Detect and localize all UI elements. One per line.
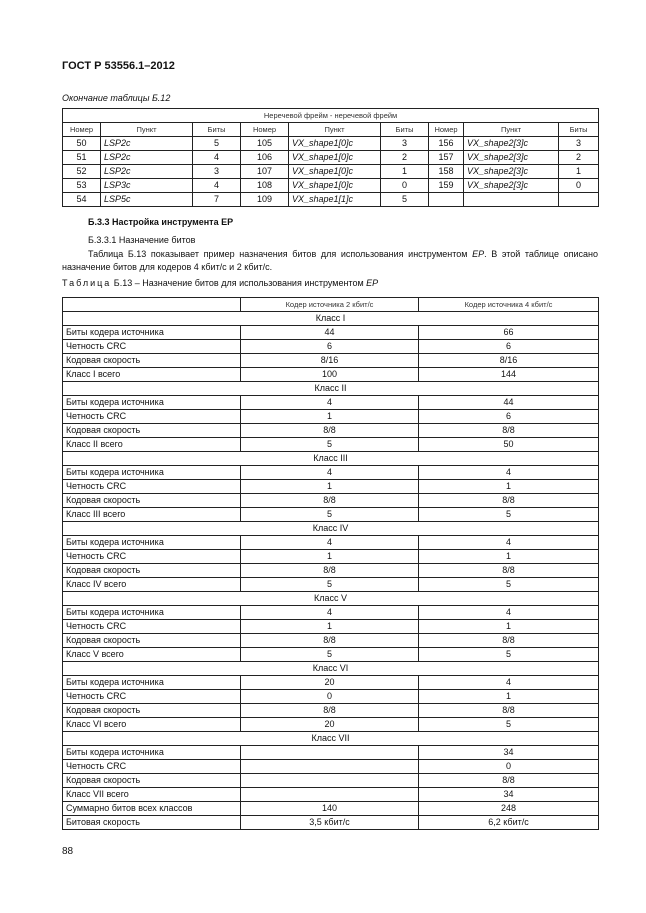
table-cell: 4: [419, 466, 599, 480]
table-title: Неречевой фрейм - неречевой фрейм: [63, 109, 599, 123]
table-row: [63, 165, 599, 179]
column-header: Кодер источника 2 кбит/с: [241, 298, 419, 312]
caption-label: Таблица: [62, 278, 112, 288]
table-cell: 8/8: [419, 564, 599, 578]
class-name: Класс IV: [63, 522, 599, 536]
table-row: [63, 704, 599, 718]
table-cell: 8/8: [241, 494, 419, 508]
table-row: [63, 564, 599, 578]
table-cell: 3: [381, 137, 429, 151]
table-row: [63, 508, 599, 522]
table-cell: 2: [559, 151, 599, 165]
table-row: [63, 438, 599, 452]
table-cell: VX_shape1[0]c: [289, 137, 381, 151]
table-cell: 0: [419, 760, 599, 774]
column-header: Биты: [559, 123, 599, 137]
table-cell: Класс I всего: [63, 368, 241, 382]
table-cell: [429, 193, 464, 207]
table-cell: 0: [381, 179, 429, 193]
table-cell: 4: [419, 606, 599, 620]
table-cell: Четность CRC: [63, 760, 241, 774]
table-cell: Биты кодера источника: [63, 326, 241, 340]
table-cell: [241, 774, 419, 788]
table-cell: Биты кодера источника: [63, 466, 241, 480]
class-header-row: [63, 312, 599, 326]
table-cell: 5: [241, 508, 419, 522]
class-name: Класс VII: [63, 732, 599, 746]
table-cell: Класс VI всего: [63, 718, 241, 732]
table-cell: 108: [241, 179, 289, 193]
table-cell: 1: [241, 410, 419, 424]
table-row: [63, 634, 599, 648]
document-header: ГОСТ Р 53556.1–2012: [62, 60, 175, 72]
table-row: [63, 578, 599, 592]
table-cell: 8/8: [419, 704, 599, 718]
column-header: Биты: [381, 123, 429, 137]
column-header: Пункт: [464, 123, 559, 137]
paragraph-text: Таблица Б.13 показывает пример назначения битов для использования инструментом: [88, 249, 473, 259]
table-cell: 6: [241, 340, 419, 354]
column-header: Номер: [241, 123, 289, 137]
table-row: [63, 179, 599, 193]
table-b13-caption: [62, 278, 378, 288]
table-cell: 8/8: [419, 424, 599, 438]
table-cell: 8/8: [241, 564, 419, 578]
column-header: Кодер источника 4 кбит/с: [419, 298, 599, 312]
table-cell: Класс IV всего: [63, 578, 241, 592]
table-cell: Битовая скорость: [63, 816, 241, 830]
table-cell: 107: [241, 165, 289, 179]
table-cell: Биты кодера источника: [63, 746, 241, 760]
table-cell: Биты кодера источника: [63, 606, 241, 620]
table-b13: [62, 297, 599, 830]
table-row: [63, 788, 599, 802]
class-name: Класс VI: [63, 662, 599, 676]
table-cell: LSP2c: [101, 151, 193, 165]
class-header-row: [63, 592, 599, 606]
table-cell: 5: [419, 578, 599, 592]
table-title-row: [63, 109, 599, 123]
table-row: [63, 648, 599, 662]
table-row: [63, 480, 599, 494]
table-row: [63, 746, 599, 760]
table-cell: 66: [419, 326, 599, 340]
class-header-row: [63, 732, 599, 746]
caption-ep: EP: [366, 278, 379, 288]
table-cell: 140: [241, 802, 419, 816]
table-header-row: [63, 123, 599, 137]
table-cell: Класс V всего: [63, 648, 241, 662]
totals-row: [63, 802, 599, 816]
table-cell: 1: [419, 550, 599, 564]
table-cell: Четность CRC: [63, 620, 241, 634]
table-b12-caption: Окончание таблицы Б.12: [62, 93, 171, 103]
class-name: Класс I: [63, 312, 599, 326]
table-cell: 1: [241, 620, 419, 634]
table-cell: Кодовая скорость: [63, 634, 241, 648]
table-row: [63, 760, 599, 774]
table-cell: 8/8: [241, 424, 419, 438]
column-header: Номер: [63, 123, 101, 137]
table-row: [63, 494, 599, 508]
table-cell: Класс III всего: [63, 508, 241, 522]
class-name: Класс III: [63, 452, 599, 466]
table-cell: 1: [241, 480, 419, 494]
table-row: [63, 326, 599, 340]
table-cell: Четность CRC: [63, 340, 241, 354]
table-cell: 144: [419, 368, 599, 382]
table-cell: 4: [241, 536, 419, 550]
table-cell: 53: [63, 179, 101, 193]
table-cell: Четность CRC: [63, 480, 241, 494]
class-name: Класс V: [63, 592, 599, 606]
table-cell: 106: [241, 151, 289, 165]
table-cell: Биты кодера источника: [63, 536, 241, 550]
column-header: Биты: [193, 123, 241, 137]
table-cell: VX_shape2[3]c: [464, 179, 559, 193]
table-row: [63, 137, 599, 151]
table-cell: VX_shape1[0]c: [289, 179, 381, 193]
table-cell: Четность CRC: [63, 690, 241, 704]
table-cell: VX_shape2[3]c: [464, 165, 559, 179]
table-cell: [464, 193, 559, 207]
table-cell: [559, 193, 599, 207]
table-cell: Класс VII всего: [63, 788, 241, 802]
table-cell: 20: [241, 676, 419, 690]
table-cell: 156: [429, 137, 464, 151]
table-row: [63, 690, 599, 704]
table-cell: 1: [241, 550, 419, 564]
table-cell: VX_shape2[3]c: [464, 137, 559, 151]
column-header: [63, 298, 241, 312]
table-cell: 1: [419, 690, 599, 704]
column-header: Пункт: [289, 123, 381, 137]
paragraph-text-end: . В этой таблице описано назначение битов для кодеров 4 кбит/с и 2 кбит/с.: [62, 249, 598, 272]
table-cell: 5: [419, 508, 599, 522]
table-cell: 44: [419, 396, 599, 410]
table-cell: 3,5 кбит/с: [241, 816, 419, 830]
column-header: Пункт: [101, 123, 193, 137]
table-cell: 159: [429, 179, 464, 193]
table-cell: 5: [241, 438, 419, 452]
table-cell: 5: [241, 578, 419, 592]
table-cell: 6,2 кбит/с: [419, 816, 599, 830]
table-row: [63, 354, 599, 368]
subsection-title: Б.3.3.1 Назначение битов: [88, 235, 196, 245]
table-row: [63, 396, 599, 410]
table-cell: Кодовая скорость: [63, 424, 241, 438]
table-cell: VX_shape1[0]c: [289, 151, 381, 165]
table-cell: 157: [429, 151, 464, 165]
table-cell: [241, 760, 419, 774]
table-cell: 3: [559, 137, 599, 151]
table-cell: 8/8: [419, 494, 599, 508]
table-row: [63, 718, 599, 732]
table-cell: 34: [419, 788, 599, 802]
caption-text: Б.13 – Назначение битов для использования инструментом: [111, 278, 367, 288]
table-cell: Четность CRC: [63, 410, 241, 424]
table-cell: 1: [381, 165, 429, 179]
table-cell: 52: [63, 165, 101, 179]
table-cell: Класс II всего: [63, 438, 241, 452]
table-cell: [241, 788, 419, 802]
table-cell: 20: [241, 718, 419, 732]
table-cell: 100: [241, 368, 419, 382]
table-cell: Биты кодера источника: [63, 676, 241, 690]
table-cell: 0: [241, 690, 419, 704]
table-cell: 4: [241, 466, 419, 480]
table-row: [63, 193, 599, 207]
table-cell: 5: [381, 193, 429, 207]
table-cell: 44: [241, 326, 419, 340]
class-header-row: [63, 382, 599, 396]
paragraph: [62, 248, 598, 274]
section-title: Б.3.3 Настройка инструмента EP: [88, 217, 234, 227]
table-cell: LSP2c: [101, 165, 193, 179]
table-cell: 1: [419, 480, 599, 494]
table-row: [63, 550, 599, 564]
table-row: [63, 340, 599, 354]
table-cell: Кодовая скорость: [63, 704, 241, 718]
table-cell: Суммарно битов всех классов: [63, 802, 241, 816]
table-row: [63, 620, 599, 634]
table-cell: LSP3c: [101, 179, 193, 193]
table-cell: 0: [559, 179, 599, 193]
table-cell: 4: [193, 151, 241, 165]
table-cell: 8/8: [419, 774, 599, 788]
table-cell: [241, 746, 419, 760]
table-cell: 109: [241, 193, 289, 207]
table-cell: VX_shape2[3]c: [464, 151, 559, 165]
table-row: [63, 676, 599, 690]
table-cell: VX_shape1[0]c: [289, 165, 381, 179]
table-cell: VX_shape1[1]c: [289, 193, 381, 207]
table-header-row: [63, 298, 599, 312]
table-row: [63, 368, 599, 382]
table-cell: 6: [419, 340, 599, 354]
table-cell: 4: [419, 676, 599, 690]
paragraph-ep: EP: [472, 249, 485, 259]
table-cell: 8/8: [241, 634, 419, 648]
table-cell: 5: [419, 718, 599, 732]
table-row: [63, 410, 599, 424]
table-row: [63, 536, 599, 550]
table-cell: 5: [193, 137, 241, 151]
table-cell: 8/8: [419, 634, 599, 648]
table-cell: 54: [63, 193, 101, 207]
table-cell: 1: [559, 165, 599, 179]
table-cell: 5: [241, 648, 419, 662]
table-cell: 5: [419, 648, 599, 662]
table-cell: Кодовая скорость: [63, 494, 241, 508]
table-cell: Кодовая скорость: [63, 564, 241, 578]
table-cell: LSP2c: [101, 137, 193, 151]
table-cell: 1: [419, 620, 599, 634]
table-cell: 8/16: [241, 354, 419, 368]
table-cell: LSP5c: [101, 193, 193, 207]
table-cell: 4: [193, 179, 241, 193]
table-cell: 50: [419, 438, 599, 452]
table-cell: 158: [429, 165, 464, 179]
table-row: [63, 606, 599, 620]
column-header: Номер: [429, 123, 464, 137]
class-header-row: [63, 662, 599, 676]
totals-row: [63, 816, 599, 830]
table-cell: 4: [419, 536, 599, 550]
table-cell: 8/16: [419, 354, 599, 368]
table-row: [63, 466, 599, 480]
table-cell: Биты кодера источника: [63, 396, 241, 410]
table-cell: 6: [419, 410, 599, 424]
table-row: [63, 774, 599, 788]
page-number: 88: [62, 846, 74, 857]
table-cell: 8/8: [241, 704, 419, 718]
table-b12: [62, 108, 599, 207]
table-cell: 34: [419, 746, 599, 760]
table-cell: Четность CRC: [63, 550, 241, 564]
table-cell: Кодовая скорость: [63, 354, 241, 368]
class-header-row: [63, 452, 599, 466]
table-cell: 105: [241, 137, 289, 151]
table-cell: 7: [193, 193, 241, 207]
table-cell: 2: [381, 151, 429, 165]
table-cell: 51: [63, 151, 101, 165]
class-name: Класс II: [63, 382, 599, 396]
table-row: [63, 424, 599, 438]
class-header-row: [63, 522, 599, 536]
table-cell: 4: [241, 396, 419, 410]
table-cell: Кодовая скорость: [63, 774, 241, 788]
table-cell: 50: [63, 137, 101, 151]
table-cell: 4: [241, 606, 419, 620]
table-cell: 3: [193, 165, 241, 179]
table-cell: 248: [419, 802, 599, 816]
table-row: [63, 151, 599, 165]
